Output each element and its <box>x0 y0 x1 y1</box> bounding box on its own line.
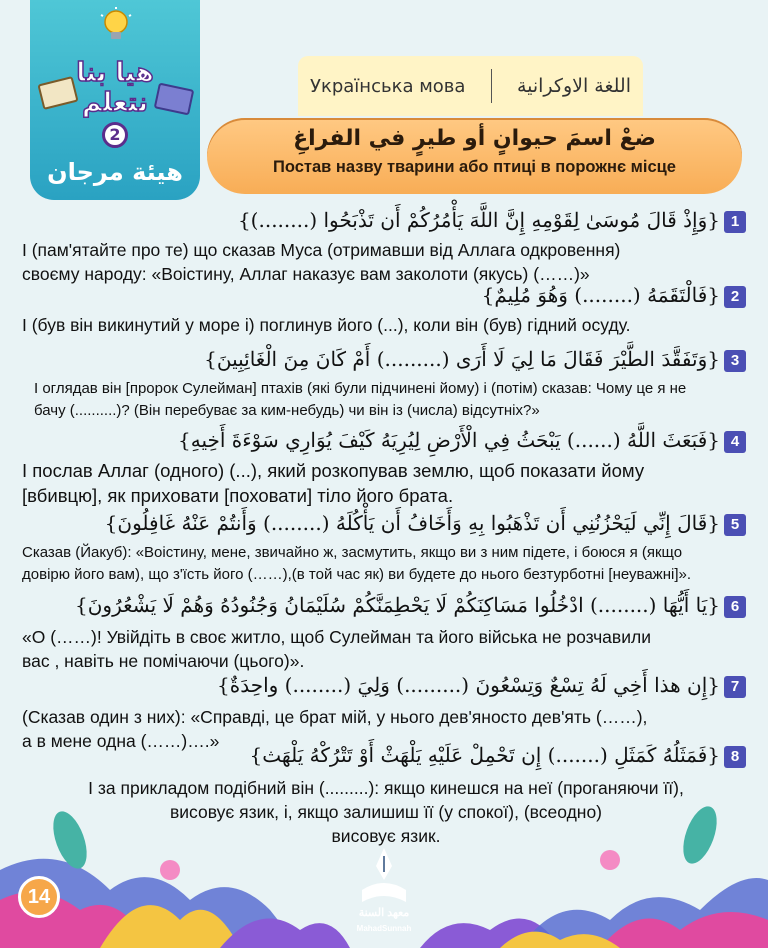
instruction-banner <box>207 118 742 194</box>
translation-2 <box>22 313 750 337</box>
ayah-text: {وَإِذْ قَالَ مُوسَىٰ لِقَوْمِهِ إِنَّ اللَّهَ يَأْمُرُكُمْ أَن تَذْبَحُوا (........)} <box>237 208 720 232</box>
logo-subtitle: هيئة مرجان <box>47 158 183 186</box>
item-number-badge: 4 <box>724 431 746 453</box>
ayah-text: {فَبَعَثَ اللَّهُ (......) يَبْحَثُ فِي الْأَرْضِ لِيُرِيَهُ كَيْفَ يُوَارِي سَوْءَةَ أَخِيهِ} <box>178 428 720 452</box>
translation-line: висовує язик. <box>331 826 441 846</box>
instruction-arabic: ضعْ اسمَ حيوانٍ أو طيرٍ في الفراغِ <box>293 126 656 151</box>
translation-line: І (був він викинутий у море і) поглинув його (...), коли він (був) гідний осуду. <box>22 315 631 335</box>
item-number-badge: 8 <box>724 746 746 768</box>
ayah-text: {إِن هذا أَخِي لَهُ تِسْعٌ وَتِسْعُونَ (.........) وَلِيَ (........) واحِدَةٌ} <box>217 673 720 697</box>
item-number-badge: 7 <box>724 676 746 698</box>
logo-title-line1: هيا بنا <box>76 58 154 88</box>
pen-nib-icon <box>348 846 420 910</box>
translation-line: висовує язик, і, якщо залишиш її (у спокої), (всеодно) <box>169 802 603 822</box>
translation-line: Сказав (Йакуб): «Воістину, мене, звичайно ж, засмутить, якщо ви з ним підете, і боюся я (якщо <box>22 544 683 561</box>
ayah-4 <box>178 423 746 457</box>
ayah-6 <box>75 588 746 622</box>
translation-line: І оглядав він [пророк Сулейман] птахів (які були підчинені йому) і (потім) сказав: Чому це я не <box>34 380 687 397</box>
brand-arabic: معهد السنة <box>358 907 410 919</box>
ayah-5 <box>105 506 746 540</box>
translation-line: «О (……)! Увійдіть в своє житло, щоб Сулейман та його війська не розчавили <box>22 627 651 647</box>
ayah-text: {قَالَ إِنِّي لَيَحْزُنُنِي أَن تَذْهَبُوا بِهِ وَأَخَافُ أَن يَأْكُلَهُ (........) وَأَنتُمْ عَنْهُ غَافِلُونَ} <box>104 511 720 535</box>
logo-title <box>30 58 200 118</box>
logo-title-line2: نتعلم <box>81 88 149 118</box>
item-number-badge: 1 <box>724 211 746 233</box>
brand-logo <box>348 846 420 936</box>
translation-line: а в мене одна (……)….» <box>22 731 220 751</box>
translation-line: вас , навіть не помічаючи (цього)». <box>22 651 305 671</box>
ayah-text: {يَا أَيُّهَا (........) ادْخُلُوا مَسَاكِنَكُمْ لَا يَحْطِمَنَّكُمْ سُلَيْمَانُ وَجُنُودُهُ وَهُمْ لَا يَشْعُرُونَ} <box>75 593 720 617</box>
translation-line: І послав Аллаг (одного) (...), який розкопував землю, щоб показати йому <box>22 460 645 481</box>
ayah-2 <box>482 278 746 312</box>
ayah-8 <box>250 738 746 772</box>
item-number-badge: 6 <box>724 596 746 618</box>
ayah-text: {فَمَثَلُهُ كَمَثَلِ (.......) إِن تَحْمِلْ عَلَيْهِ يَلْهَثْ أَوْ تَتْرُكْهُ يَلْهَث} <box>249 743 720 767</box>
ayah-3 <box>204 342 746 376</box>
translation-line: довірю його вам), що з'їсть його (……),(в той час як) ви будете до нього безтурботні [неуважні]». <box>22 566 692 583</box>
ayah-1 <box>238 203 746 237</box>
page-number-badge: 14 <box>18 876 60 918</box>
translation-line: своєму народу: «Воістину, Аллаг наказує вам заколоти (якусь) (……)» <box>22 264 590 284</box>
language-tab <box>298 56 643 116</box>
language-arabic: اللغة الاوكرانية <box>516 75 631 97</box>
translation-4 <box>22 458 750 508</box>
brand-label: MahadSunnah <box>356 924 412 933</box>
item-number-badge: 3 <box>724 350 746 372</box>
translation-6 <box>22 625 750 673</box>
instruction-ukrainian: Постав назву тварини або птиці в порожнє місце <box>273 158 676 176</box>
item-number-badge: 2 <box>724 286 746 308</box>
item-number-badge: 5 <box>724 514 746 536</box>
translation-line: [вбивцю], як приховати [поховати] тіло його брата. <box>22 485 454 506</box>
lightbulb-icon <box>96 6 136 46</box>
translation-5 <box>22 542 750 586</box>
translation-line: І за прикладом подібний він (.........): якщо кинешся на неї (проганяючи її), <box>88 778 684 798</box>
translation-line: бачу (..........)? (Він перебуває за ким-небудь) чи він із (числа) відсутніх?» <box>34 402 540 419</box>
language-divider <box>491 69 492 103</box>
translation-3 <box>34 378 762 422</box>
translation-line: (Сказав один з них): «Справді, це брат мій, у нього дев'яносто дев'ять (……), <box>22 707 648 727</box>
series-logo <box>30 0 200 200</box>
logo-level-number: 2 <box>102 122 128 148</box>
translation-line: І (пам'ятайте про те) що сказав Муса (отримавши від Аллага одкровення) <box>22 240 621 260</box>
ayah-text: {فَالْتَقَمَهُ (........) وَهُوَ مُلِيمٌ} <box>481 283 720 307</box>
language-ukrainian: Українська мова <box>310 75 466 97</box>
ayah-7 <box>217 668 746 702</box>
ayah-text: {وَتَفَقَّدَ الطَّيْرَ فَقَالَ مَا لِيَ لَا أَرَى (.........) أَمْ كَانَ مِنَ الْغَائِبِينَ} <box>204 347 720 371</box>
